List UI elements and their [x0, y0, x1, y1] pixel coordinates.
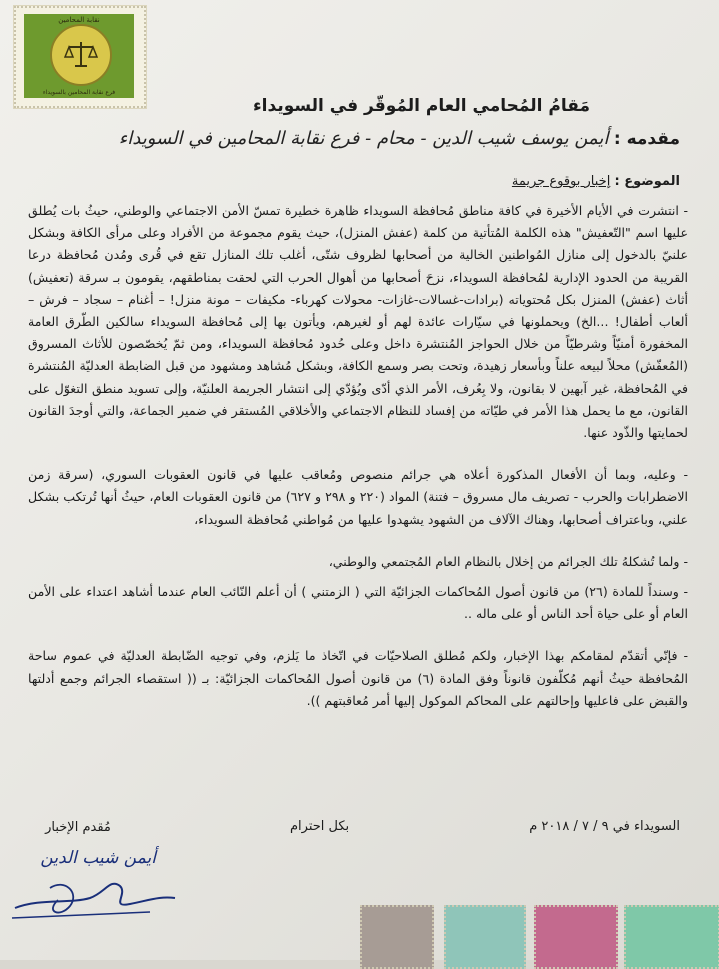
- paragraph-1: - انتشرت في الأيام الأخيرة في كافة مناطق مُحافظة السويداء ظاهرة خطيرة تمسّ الأمن الاجتماعي والوطني، حيثُ بات يُطلق عليها اسم "التّعفيش" هذه الكلمة المُتأتية من كلمة (عفش المنزل)، حيث يقوم مجموعة من الأفراد وعلى مرأى الكافة وبشكل علنيّ بالدخول إلى منازل المُواطنين الخالية من أصحابها لظروف شتّى، أغلب تلك المنازل تقع في قُرى ومُدن مُحافظة درعا القريبة من الحدود الإدارية لمُحافظة السويداء، نزحَ أصحابها من أهوال الحرب التي لحقت بمناطقهم، يقومون بـ سرقة (تعفيش) أثاث (عفش) المنزل بكل مُحتوياته (برادات-غسالات-غازات- محولات كهرباء- مكيفات – مونة منزل! – أغنام – سجاد – فرش – ألعاب أطفال! ...الخ) ويحملونها في سيّارات عائدة لهم أو لغيرهم، ويأتون بها إلى مُحافظة السويداء سالكين الطّرق العامة المخفورة أمنيّاً وشرطيّاً من خلال الحواجز المُنتشرة داخل وعلى حُدود مُحافظة السويداء، ومن ثمّ يُخصّصون للأثاث المسروق (المُعفّش) محلاً لبيعه علناً وبأسعار زهيدة، وتحت بصر وسمع الكافة، وبشكل مُشاهد ومشهود من قبل الضابطة العدليّة المُنتشرة في المُحافظة، غير آبهين لا بقانون، ولا بِعُرف، الأمر الذي أدّى ويُؤدّي إلى انتشار الجريمة العلنيّة، وإلى تسويد منطق التغوّل على القانون، مع ما يحمل هذا الأمر في طيّاته من إفساد للنظام الاجتماعي والأخلاقي المُستقر في ضمير الجماعة، والتي أوجدَ القانون لحمايتها والذّود عنها.: [28, 203, 688, 441]
- signature-scribble: [10, 868, 180, 928]
- bar-association-stamp: [14, 6, 146, 108]
- scales-of-justice-icon: [64, 38, 98, 72]
- subject-value: إخبار بوقوع جريمة: [511, 174, 611, 189]
- revenue-stamp-3: [534, 905, 618, 969]
- paragraph-2: - وعليه، وبما أن الأفعال المذكورة أعلاه هي جرائم منصوص ومُعاقب عليها في قانون العقوبات السوري، (سرقة زمن الاضطرابات والحرب - تصريف مال مسروق – فتنة) المواد (٢٢٠ و ٢٩٨ و ٦٢٧) من قانون العقوبات العام، حيثُ أنها تُرتكب بشكل علني، وباعتراف أصحابها، وهناك الآلاف من الشهود يشهدوا عليها من مُواطني مُحافظة السويداء،: [28, 467, 689, 527]
- revenue-stamp-4: [624, 905, 719, 969]
- regards-text: بكل احترام: [290, 819, 350, 834]
- paragraph-4: - وسنداً للمادة (٢٦) من قانون أصول المُحاكمات الجزائيّة التي ( الزمتني ) أن أعلم النّائب العام عندما أشاهد اعتداء على الأمن العام أو على حياة أحد الناس أو على ماله ..: [28, 584, 688, 622]
- document-body: [28, 200, 688, 732]
- submitter-line: [40, 128, 680, 149]
- stamp-top-text: نقابة المحامين: [58, 16, 100, 24]
- stamp-emblem: [50, 24, 112, 86]
- submitter-handwritten: أيمن يوسف شيب الدين - محام - فرع نقابة المحامين في السويداء: [118, 128, 609, 149]
- paragraph-3: - ولما تُشكلهُ تلك الجرائم من إخلال بالنظام العام المُجتمعي والوطني،: [328, 553, 688, 569]
- stamp-background: [24, 14, 134, 98]
- revenue-stamp-1: [360, 905, 434, 969]
- revenue-stamp-2: [444, 905, 526, 969]
- stamp-bottom-text: فرع نقابة المحامين بالسويداء: [42, 89, 116, 96]
- subject-label: الموضوع :: [614, 174, 680, 189]
- subject-line: [380, 174, 680, 189]
- signer-name: أيمن شيب الدين: [40, 848, 156, 868]
- paragraph-5: - فإنّي أتقدّم لمقامكم بهذا الإخبار، ولكم مُطلق الصلاحيّات في اتّخاذ ما يَلزم، وفي توجيه الضّابطة العدليّة في عموم ساحة المُحافظة حيثُ أنهم مُكلّفون قانوناً وفق المادة (٦) من قانون أصول المُحاكمات الجزائيّة: بـ (( استقصاء الجرائم وجمع أدلتها والقبض على فاعليها وإحالتهم على المحاكم الموكول إليها أمر مُعاقبتهم )).: [28, 648, 688, 708]
- submitter-label: مقدمه :: [613, 129, 680, 149]
- revenue-stamps-row: [360, 905, 719, 960]
- representative-label: مُقدم الإخبار: [45, 820, 111, 835]
- addressee-title: مَقامُ المُحامي العام المُوقّر في السويداء: [252, 96, 590, 116]
- date-line: السويداء في ٩ / ٧ / ٢٠١٨ م: [529, 819, 680, 834]
